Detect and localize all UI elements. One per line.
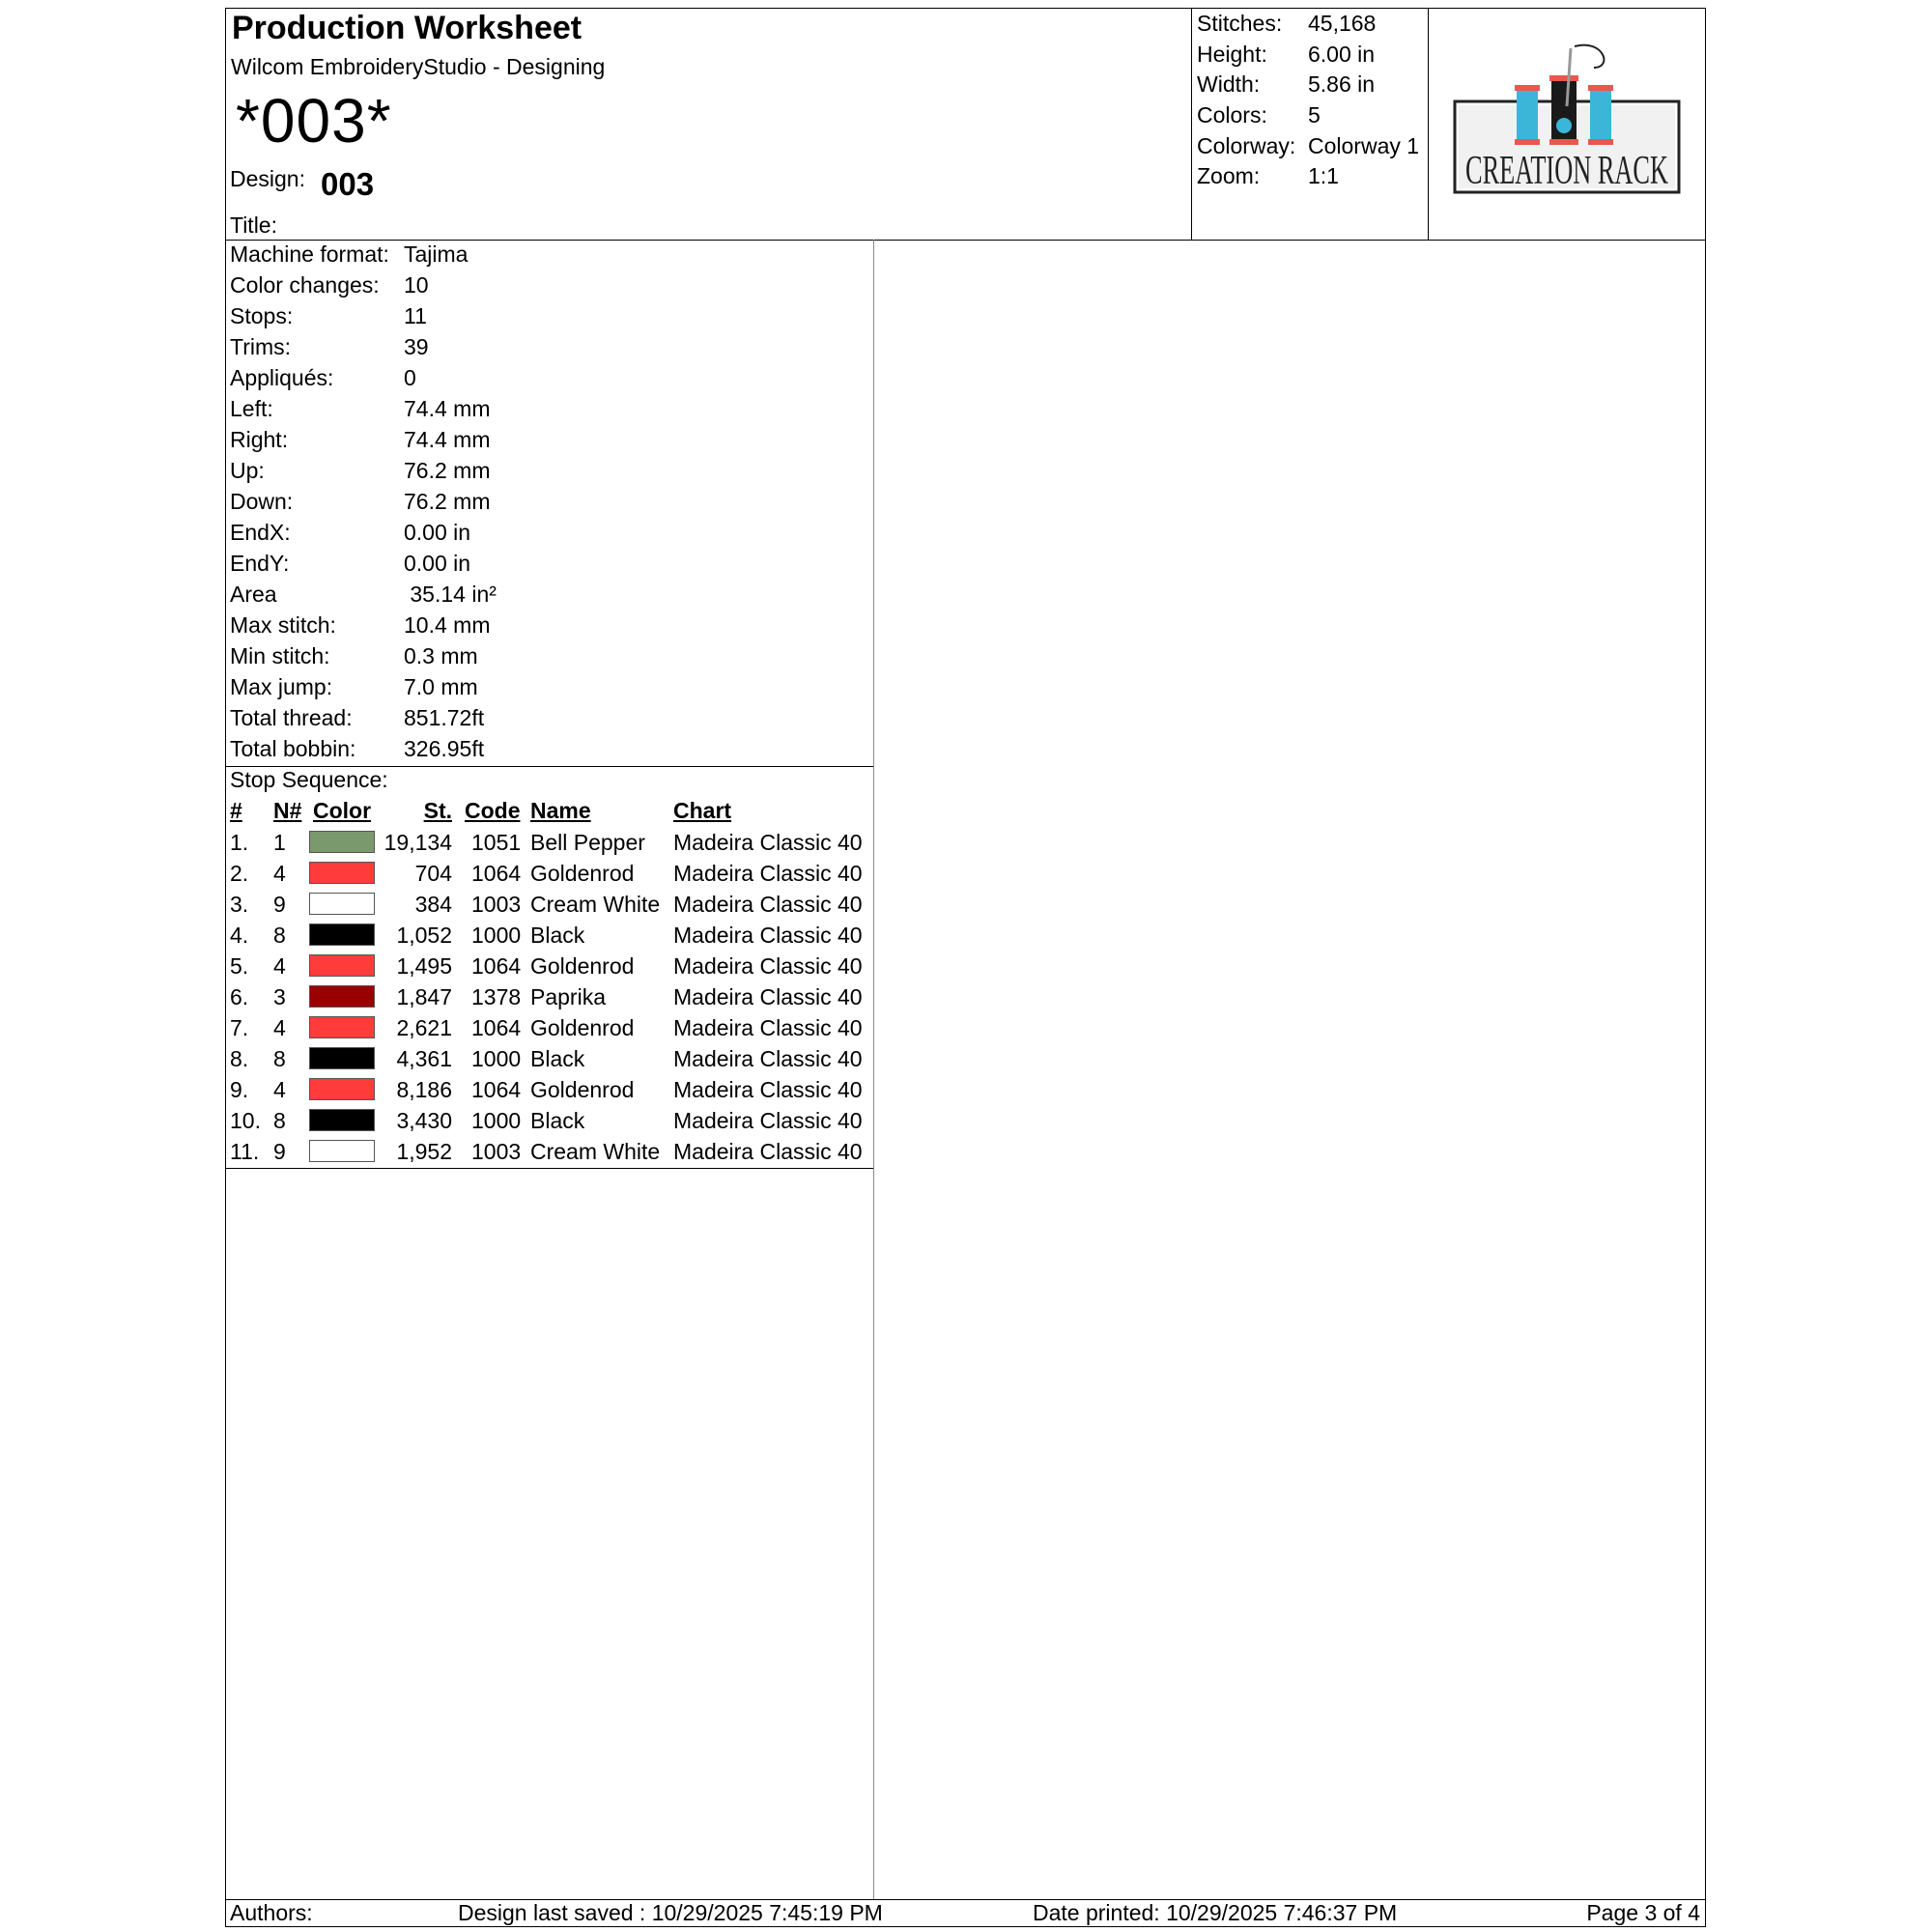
row-number: 3. bbox=[230, 892, 249, 917]
stat-label: Total bobbin: bbox=[230, 736, 356, 761]
thread-spools-logo-icon bbox=[1449, 39, 1681, 203]
row-name: Goldenrod bbox=[530, 1077, 635, 1102]
row-code: 1064 bbox=[471, 953, 522, 979]
row-needle: 1 bbox=[273, 830, 286, 855]
row-chart: Madeira Classic 40 bbox=[673, 1077, 863, 1102]
row-chart: Madeira Classic 40 bbox=[673, 923, 863, 948]
stat-label: Total thread: bbox=[230, 705, 353, 730]
creation-rack-logo bbox=[1449, 39, 1681, 203]
stat-label: Machine format: bbox=[230, 242, 389, 267]
row-needle: 4 bbox=[273, 1077, 286, 1102]
col-header-stitches: St. bbox=[423, 798, 452, 823]
color-swatch bbox=[309, 1047, 375, 1069]
row-needle: 4 bbox=[273, 953, 286, 979]
row-number: 10. bbox=[230, 1108, 261, 1133]
row-stitches: 1,952 bbox=[396, 1139, 452, 1164]
row-chart: Madeira Classic 40 bbox=[673, 984, 863, 1009]
col-header-needle: N# bbox=[273, 798, 302, 823]
stat-value: 39 bbox=[404, 334, 429, 359]
color-swatch bbox=[309, 985, 375, 1008]
stat-value: 10.4 mm bbox=[404, 612, 491, 638]
row-chart: Madeira Classic 40 bbox=[673, 1046, 863, 1071]
row-needle: 4 bbox=[273, 1015, 286, 1040]
row-name: Paprika bbox=[530, 984, 606, 1009]
row-name: Black bbox=[530, 1108, 585, 1133]
stat-value: 326.95ft bbox=[404, 736, 485, 761]
row-chart: Madeira Classic 40 bbox=[673, 861, 863, 886]
stat-value: 0 bbox=[404, 365, 416, 390]
row-needle: 4 bbox=[273, 861, 286, 886]
stat-value: 7.0 mm bbox=[404, 674, 478, 699]
svg-text:CREATION RACK: CREATION RACK bbox=[1465, 149, 1668, 193]
row-code: 1064 bbox=[471, 1015, 522, 1040]
stat-label: Area bbox=[230, 582, 277, 607]
stat-value: 851.72ft bbox=[404, 705, 485, 730]
row-needle: 8 bbox=[273, 1046, 286, 1071]
row-name: Black bbox=[530, 1046, 585, 1071]
row-needle: 8 bbox=[273, 1108, 286, 1133]
row-name: Black bbox=[530, 923, 585, 948]
row-code: 1064 bbox=[471, 861, 522, 886]
row-stitches: 19,134 bbox=[384, 830, 452, 855]
row-chart: Madeira Classic 40 bbox=[673, 892, 863, 917]
col-header-color: Color bbox=[313, 798, 372, 823]
row-code: 1000 bbox=[471, 1046, 522, 1071]
row-stitches: 2,621 bbox=[396, 1015, 452, 1040]
row-name: Goldenrod bbox=[530, 953, 635, 979]
row-code: 1000 bbox=[471, 1108, 522, 1133]
stat-value: 74.4 mm bbox=[404, 396, 491, 421]
row-stitches: 704 bbox=[414, 861, 452, 886]
summary-value: 1:1 bbox=[1308, 163, 1339, 188]
summary-value: 45,168 bbox=[1308, 11, 1377, 36]
row-needle: 3 bbox=[273, 984, 286, 1009]
summary-label: Stitches: bbox=[1197, 11, 1283, 36]
row-code: 1003 bbox=[471, 892, 522, 917]
stat-value: 11 bbox=[404, 303, 427, 328]
stat-value: 35.14 in² bbox=[404, 582, 497, 607]
summary-left-divider bbox=[1191, 8, 1192, 240]
footer-page-number: Page 3 of 4 bbox=[1586, 1900, 1700, 1925]
summary-label: Colorway: bbox=[1197, 133, 1296, 158]
stat-label: Max jump: bbox=[230, 674, 333, 699]
row-name: Cream White bbox=[530, 1139, 661, 1164]
color-swatch bbox=[309, 1016, 375, 1038]
row-number: 6. bbox=[230, 984, 249, 1009]
row-stitches: 1,847 bbox=[396, 984, 452, 1009]
stat-value: 76.2 mm bbox=[404, 458, 491, 483]
row-chart: Madeira Classic 40 bbox=[673, 1015, 863, 1040]
row-number: 1. bbox=[230, 830, 249, 855]
row-stitches: 8,186 bbox=[396, 1077, 452, 1102]
stat-label: Min stitch: bbox=[230, 643, 330, 668]
row-stitches: 3,430 bbox=[396, 1108, 452, 1133]
color-swatch bbox=[309, 893, 375, 915]
footer-authors: Authors: bbox=[230, 1900, 313, 1925]
color-swatch bbox=[309, 1109, 375, 1131]
row-code: 1051 bbox=[471, 830, 522, 855]
stat-label: Appliqués: bbox=[230, 365, 334, 390]
row-stitches: 384 bbox=[414, 892, 452, 917]
stat-value: 10 bbox=[404, 272, 429, 298]
row-needle: 9 bbox=[273, 892, 286, 917]
logo-left-divider bbox=[1428, 8, 1429, 240]
stat-value: 74.4 mm bbox=[404, 427, 491, 452]
row-code: 1000 bbox=[471, 923, 522, 948]
summary-value: 5 bbox=[1308, 102, 1321, 128]
summary-value: 5.86 in bbox=[1308, 71, 1376, 97]
row-number: 4. bbox=[230, 923, 249, 948]
stat-label: Trims: bbox=[230, 334, 292, 359]
stat-label: Right: bbox=[230, 427, 289, 452]
stat-label: Color changes: bbox=[230, 272, 380, 298]
footer-last-saved: Design last saved : 10/29/2025 7:45:19 PM bbox=[458, 1900, 883, 1925]
row-number: 9. bbox=[230, 1077, 249, 1102]
row-chart: Madeira Classic 40 bbox=[673, 1108, 863, 1133]
summary-label: Zoom: bbox=[1197, 163, 1261, 188]
color-swatch bbox=[309, 862, 375, 884]
row-needle: 9 bbox=[273, 1139, 286, 1164]
col-header-chart: Chart bbox=[673, 798, 732, 823]
stat-label: EndX: bbox=[230, 520, 291, 545]
stat-value: 76.2 mm bbox=[404, 489, 491, 514]
row-name: Cream White bbox=[530, 892, 661, 917]
row-name: Goldenrod bbox=[530, 1015, 635, 1040]
row-number: 5. bbox=[230, 953, 249, 979]
color-swatch bbox=[309, 923, 375, 946]
stat-value: 0.3 mm bbox=[404, 643, 478, 668]
column-divider bbox=[873, 240, 874, 1899]
row-name: Goldenrod bbox=[530, 861, 635, 886]
design-value: 003 bbox=[321, 166, 375, 202]
row-number: 11. bbox=[230, 1139, 260, 1164]
summary-label: Colors: bbox=[1197, 102, 1267, 128]
design-label: Design: bbox=[230, 166, 305, 191]
col-header-name: Name bbox=[530, 798, 591, 823]
footer-divider bbox=[225, 1899, 1706, 1900]
color-swatch bbox=[309, 1078, 375, 1100]
row-number: 7. bbox=[230, 1015, 249, 1040]
summary-value: 6.00 in bbox=[1308, 42, 1376, 67]
row-number: 8. bbox=[230, 1046, 249, 1071]
summary-value: Colorway 1 bbox=[1308, 133, 1420, 158]
row-stitches: 1,495 bbox=[396, 953, 452, 979]
row-code: 1003 bbox=[471, 1139, 522, 1164]
row-stitches: 4,361 bbox=[396, 1046, 452, 1071]
stat-label: Up: bbox=[230, 458, 265, 483]
row-chart: Madeira Classic 40 bbox=[673, 953, 863, 979]
table-bottom-divider bbox=[225, 1168, 873, 1169]
barcode-text: *003* bbox=[236, 86, 392, 156]
footer-date-printed: Date printed: 10/29/2025 7:46:37 PM bbox=[1033, 1900, 1398, 1925]
color-swatch bbox=[309, 831, 375, 853]
color-swatch bbox=[309, 1140, 375, 1162]
page-title: Production Worksheet bbox=[232, 10, 582, 46]
stat-label: Max stitch: bbox=[230, 612, 336, 638]
stat-value: 0.00 in bbox=[404, 551, 471, 576]
color-swatch bbox=[309, 954, 375, 977]
stop-sequence-title: Stop Sequence: bbox=[230, 767, 388, 792]
app-subtitle: Wilcom EmbroideryStudio - Designing bbox=[231, 54, 606, 79]
col-header-code: Code bbox=[465, 798, 521, 823]
stat-label: Stops: bbox=[230, 303, 294, 328]
row-code: 1064 bbox=[471, 1077, 522, 1102]
row-chart: Madeira Classic 40 bbox=[673, 830, 863, 855]
row-needle: 8 bbox=[273, 923, 286, 948]
stat-value: 0.00 in bbox=[404, 520, 471, 545]
summary-label: Width: bbox=[1197, 71, 1261, 97]
stat-value: Tajima bbox=[404, 242, 469, 267]
stat-label: EndY: bbox=[230, 551, 290, 576]
stat-label: Left: bbox=[230, 396, 273, 421]
row-name: Bell Pepper bbox=[530, 830, 645, 855]
col-header-number: # bbox=[230, 798, 242, 823]
row-code: 1378 bbox=[471, 984, 522, 1009]
row-chart: Madeira Classic 40 bbox=[673, 1139, 863, 1164]
stat-label: Down: bbox=[230, 489, 294, 514]
row-number: 2. bbox=[230, 861, 249, 886]
row-stitches: 1,052 bbox=[396, 923, 452, 948]
title-label: Title: bbox=[230, 213, 277, 238]
summary-label: Height: bbox=[1197, 42, 1267, 67]
